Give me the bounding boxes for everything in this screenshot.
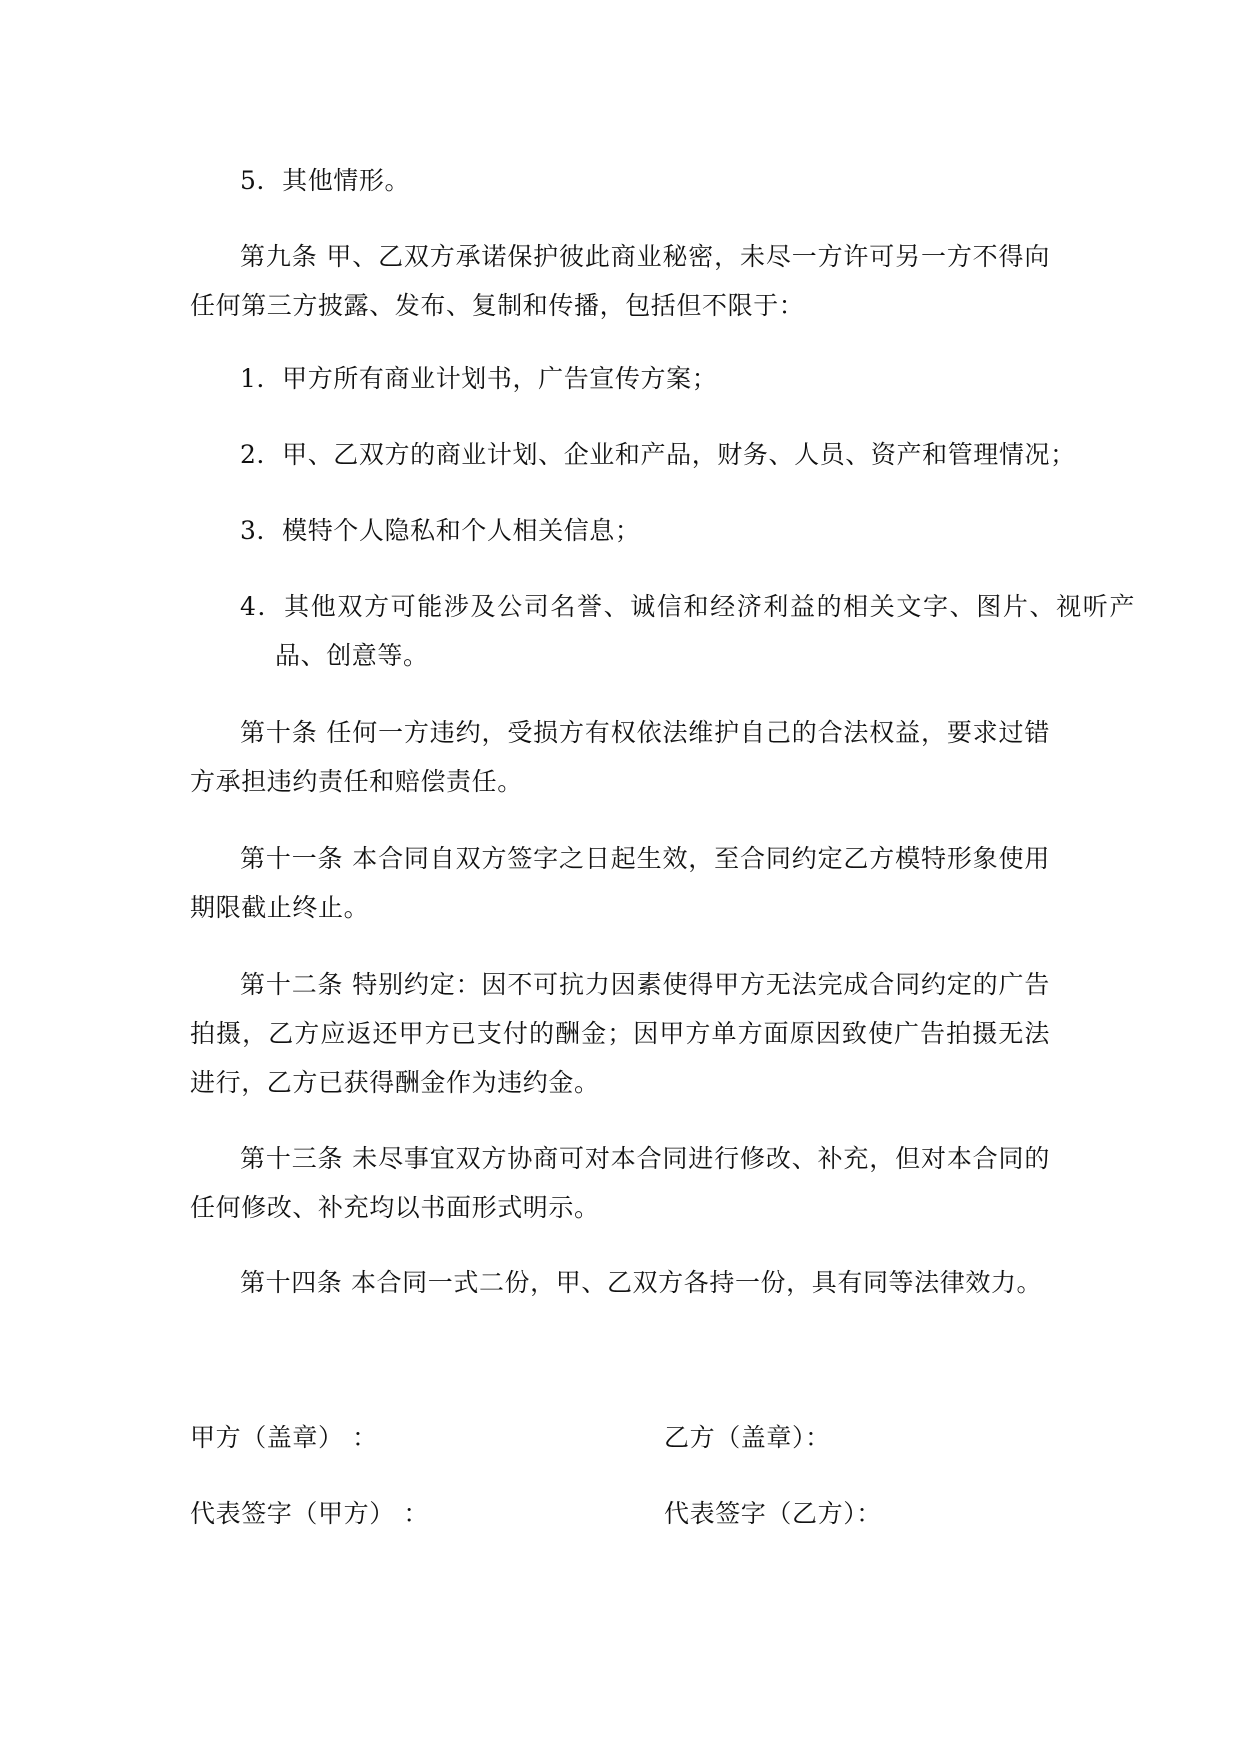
article-9-item-3: 3．模特个人隐私和个人相关信息； — [240, 516, 641, 545]
article-9-item-4: 4．其他双方可能涉及公司名誉、诚信和经济利益的相关文字、图片、视听产品、创意等。 — [240, 592, 1135, 670]
party-a-seal-label: 甲方（盖章） ： — [190, 1423, 378, 1452]
article-11: 第十一条 本合同自双方签字之日起生效，至合同约定乙方模特形象使用期限截止终止。 — [190, 844, 1050, 922]
clause-item-5: 5．其他情形。 — [240, 166, 411, 195]
party-b-representative-label: 代表签字（乙方）： — [664, 1499, 882, 1528]
article-9-item-2: 2．甲、乙双方的商业计划、企业和产品，财务、人员、资产和管理情况； — [240, 440, 1076, 469]
article-9-item-1: 1．甲方所有商业计划书，广告宣传方案； — [240, 364, 718, 393]
article-12: 第十二条 特别约定：因不可抗力因素使得甲方无法完成合同约定的广告拍摄，乙方应返还甲方已支付的酬金；因甲方单方面原因致使广告拍摄无法进行，乙方已获得酬金作为违约金。 — [190, 970, 1050, 1097]
article-9: 第九条 甲、乙双方承诺保护彼此商业秘密，未尽一方许可另一方不得向任何第三方披露、发布、复制和传播，包括但不限于： — [190, 242, 1050, 320]
party-b-seal-label: 乙方（盖章）： — [664, 1423, 831, 1452]
article-13: 第十三条 未尽事宜双方协商可对本合同进行修改、补充，但对本合同的任何修改、补充均以书面形式明示。 — [190, 1144, 1050, 1222]
party-a-representative-label: 代表签字（甲方） ： — [190, 1499, 429, 1528]
article-10: 第十条 任何一方违约，受损方有权依法维护自己的合法权益，要求过错方承担违约责任和赔偿责任。 — [190, 718, 1050, 796]
article-14: 第十四条 本合同一式二份，甲、乙双方各持一份，具有同等法律效力。 — [240, 1268, 1043, 1297]
